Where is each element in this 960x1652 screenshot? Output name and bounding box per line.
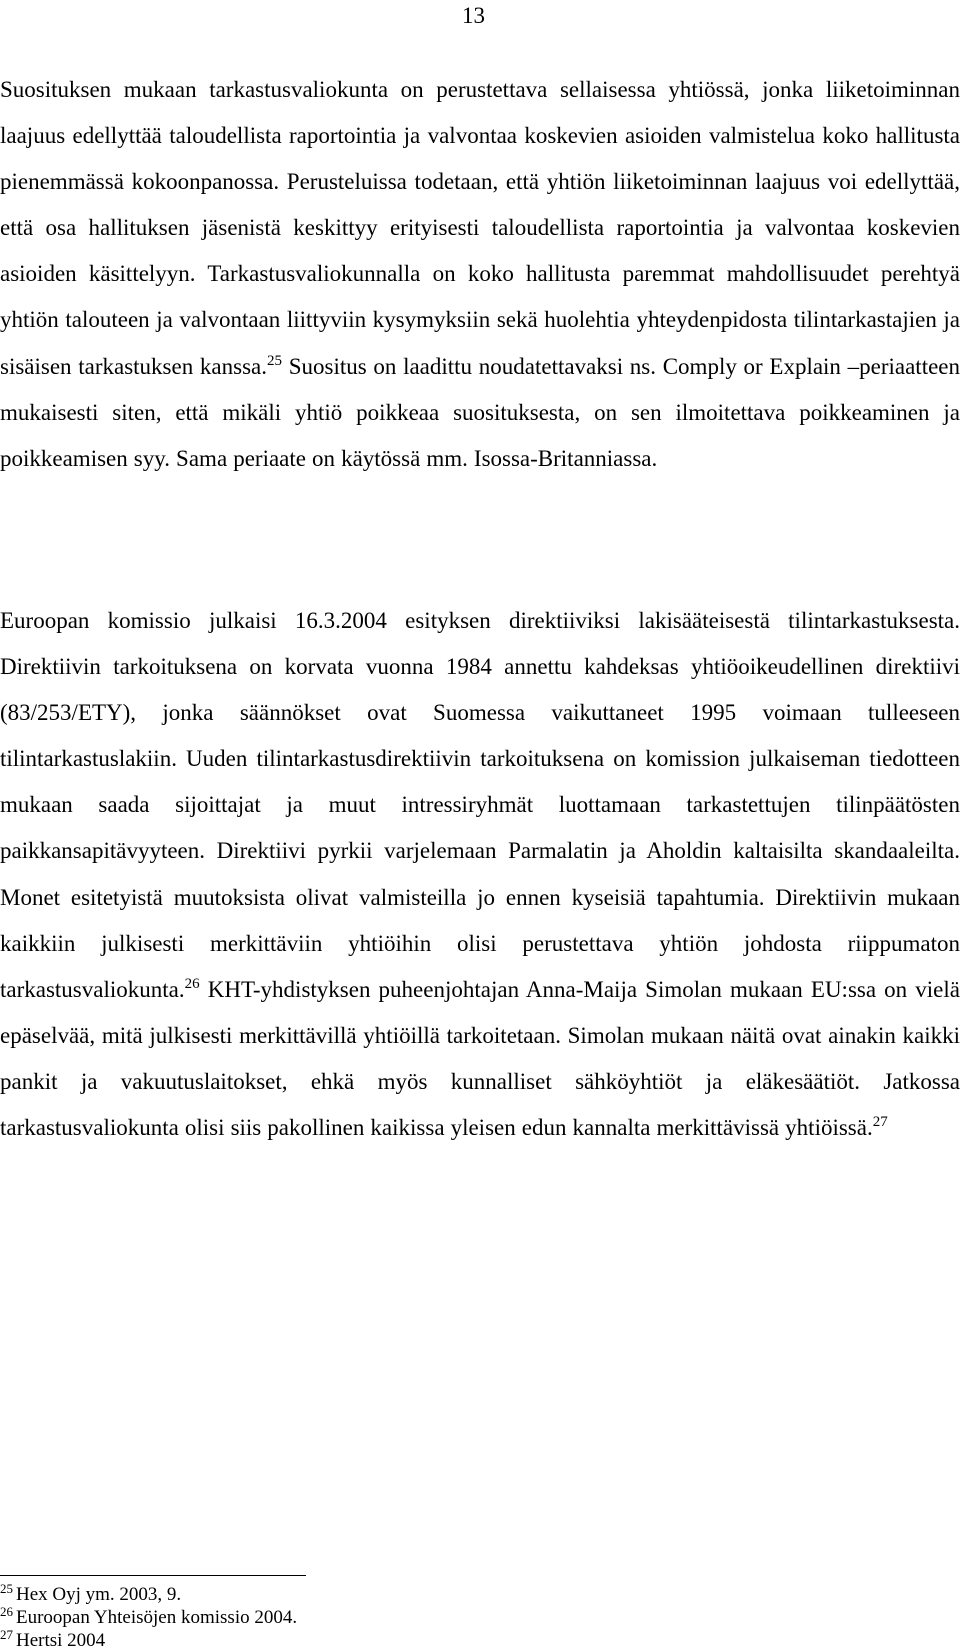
paragraph-text: Suositus on laadittu noudatettavaksi ns. Comply or Explain –periaatteen mukaisesti siten, että mikäli yhtiö poikkeaa suosituksesta, on sen ilmoitettava poikkeaminen ja poikkeamisen syy. Sama periaate on käytössä mm. Isossa-Britanniassa. xyxy=(0,353,960,471)
paragraph-eu-audit-directive xyxy=(0,598,960,1151)
footnotes xyxy=(0,1583,297,1652)
footnote-reference: 26 xyxy=(184,975,200,992)
footnote-text: Euroopan Yhteisöjen komissio 2004. xyxy=(16,1607,298,1628)
footnote-number: 27 xyxy=(0,1627,13,1642)
paragraph-text: Euroopan komissio julkaisi 16.3.2004 esityksen direktiiviksi lakisääteisestä tilintarkastuksesta. Direktiivin tarkoituksena on korvata vuonna 1984 annettu kahdeksas yhtiöoikeudellinen direktiivi (83/253/ETY), jonka säännökset ovat Suomessa vaikuttaneet 1995 voimaan tulleeseen tilintarkastuslakiin. Uuden tilintarkastusdirektiivin tarkoituksena on komission julkaiseman tiedotteen mukaan saada sijoittajat ja muut intressiryhmät luottamaan tarkastettujen tilinpäätösten paikkansapitävyyteen. Direktiivi pyrkii varjelemaan Parmalatin ja Aholdin kaltaisilta skandaaleilta. Monet esitetyistä muutoksista olivat valmisteilla jo ennen kyseisiä tapahtumia. Direktiivin mukaan kaikkiin julkisesti merkittäviin yhtiöihin olisi perustettava yhtiön johdosta riippumaton tarkastusvaliokunta. xyxy=(0,608,960,1002)
page-number: 13 xyxy=(462,3,485,28)
paragraph-text: Suosituksen mukaan tarkastusvaliokunta on perustettava sellaisessa yhtiössä, jonka liiketoiminnan laajuus edellyttää taloudellista raportointia ja valvontaa koskevien asioiden valmistelua koko hallitusta pienemmässä kokoonpanossa. Perusteluissa todetaan, että yhtiön liiketoiminnan laajuus voi edellyttää, että osa hallituksen jäsenistä keskittyy erityisesti taloudellista raportointia ja valvontaa koskevien asioiden käsittelyyn. Tarkastusvaliokunnalla on koko hallitusta paremmat mahdollisuudet perehtyä yhtiön talouteen ja valvontaan liittyviin kysymyksiin sekä huolehtia yhteydenpidosta tilintarkastajien ja sisäisen tarkastuksen kanssa. xyxy=(0,77,960,379)
footnote-number: 26 xyxy=(0,1604,13,1619)
footnote-text: Hex Oyj ym. 2003, 9. xyxy=(16,1584,182,1605)
paragraph-text: KHT-yhdistyksen puheenjohtajan Anna-Maija Simolan mukaan EU:ssa on vielä epäselvää, mitä julkisesti merkittävillä yhtiöillä tarkoitetaan. Simolan mukaan näitä ovat ainakin kaikki pankit ja vakuutuslaitokset, ehkä myös kunnalliset sähköyhtiöt ja eläkesäätiöt. Jatkossa tarkastusvaliokunta olisi siis pakollinen kaikissa yleisen edun kannalta merkittävissä yhtiöissä. xyxy=(0,976,960,1141)
footnote-separator xyxy=(0,1575,306,1576)
footnote-27 xyxy=(0,1629,297,1652)
footnote-26 xyxy=(0,1606,297,1629)
footnote-reference: 27 xyxy=(872,1114,888,1131)
footnote-number: 25 xyxy=(0,1581,13,1596)
footnote-text: Hertsi 2004 xyxy=(16,1630,106,1651)
paragraph-audit-committee-recommendation xyxy=(0,67,960,482)
footnote-reference: 25 xyxy=(267,352,282,369)
footnote-25 xyxy=(0,1583,297,1606)
